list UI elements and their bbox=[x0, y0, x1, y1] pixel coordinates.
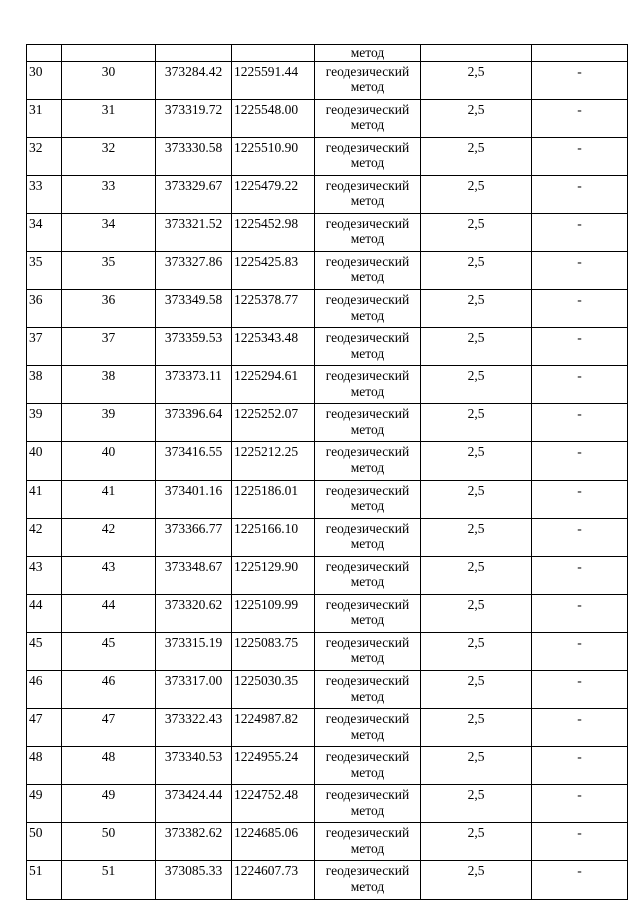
accuracy-cell: 2,5 bbox=[421, 366, 532, 404]
x-coordinate-cell: 373315.19 bbox=[156, 632, 232, 670]
point-number-cell: 40 bbox=[62, 442, 156, 480]
y-coordinate-cell: 1225452.98 bbox=[232, 213, 315, 251]
method-line-2: метод bbox=[350, 383, 385, 399]
accuracy-cell: 2,5 bbox=[421, 861, 532, 899]
accuracy-cell: 2,5 bbox=[421, 556, 532, 594]
y-coordinate-cell: 1225510.90 bbox=[232, 137, 315, 175]
x-coordinate-cell: 373284.42 bbox=[156, 61, 232, 99]
method-line-2: метод bbox=[350, 117, 385, 133]
method-line-2: метод bbox=[350, 345, 385, 361]
table-row bbox=[27, 709, 628, 747]
method-line-1: геодезический bbox=[325, 520, 410, 536]
accuracy-cell: 2,5 bbox=[421, 328, 532, 366]
method-cell bbox=[315, 175, 421, 213]
accuracy-cell: 2,5 bbox=[421, 290, 532, 328]
point-number-cell: 44 bbox=[62, 594, 156, 632]
y-coordinate-cell: 1225252.07 bbox=[232, 404, 315, 442]
point-number-cell: 45 bbox=[62, 632, 156, 670]
row-number-cell: 31 bbox=[27, 99, 62, 137]
method-cell bbox=[315, 366, 421, 404]
y-coordinate-cell: 1224987.82 bbox=[232, 709, 315, 747]
method-line-2: метод bbox=[350, 193, 385, 209]
method-line-2: метод bbox=[350, 764, 385, 780]
x-coordinate-cell: 373416.55 bbox=[156, 442, 232, 480]
method-line-2: метод bbox=[350, 269, 385, 285]
cell-empty bbox=[232, 45, 315, 62]
note-cell: - bbox=[532, 632, 628, 670]
point-number-cell: 33 bbox=[62, 175, 156, 213]
method-line-1: геодезический bbox=[325, 863, 410, 879]
row-number-cell: 37 bbox=[27, 328, 62, 366]
table-row bbox=[27, 861, 628, 899]
note-cell: - bbox=[532, 442, 628, 480]
accuracy-cell: 2,5 bbox=[421, 251, 532, 289]
method-cell bbox=[315, 328, 421, 366]
x-coordinate-cell: 373396.64 bbox=[156, 404, 232, 442]
method-line-2: метод bbox=[350, 650, 385, 666]
accuracy-cell: 2,5 bbox=[421, 442, 532, 480]
method-line-1: геодезический bbox=[325, 825, 410, 841]
coordinates-table bbox=[26, 44, 628, 900]
y-coordinate-cell: 1225083.75 bbox=[232, 632, 315, 670]
x-coordinate-cell: 373085.33 bbox=[156, 861, 232, 899]
method-line-2: метод bbox=[350, 878, 385, 894]
note-cell: - bbox=[532, 518, 628, 556]
note-cell: - bbox=[532, 747, 628, 785]
method-line-2: метод bbox=[350, 536, 385, 552]
method-cell bbox=[315, 747, 421, 785]
accuracy-cell: 2,5 bbox=[421, 213, 532, 251]
point-number-cell: 41 bbox=[62, 480, 156, 518]
method-continued-cell: метод bbox=[315, 45, 421, 62]
accuracy-cell: 2,5 bbox=[421, 823, 532, 861]
y-coordinate-cell: 1224607.73 bbox=[232, 861, 315, 899]
table-row bbox=[27, 480, 628, 518]
table-row bbox=[27, 137, 628, 175]
x-coordinate-cell: 373424.44 bbox=[156, 785, 232, 823]
note-cell: - bbox=[532, 175, 628, 213]
accuracy-cell: 2,5 bbox=[421, 747, 532, 785]
x-coordinate-cell: 373329.67 bbox=[156, 175, 232, 213]
cell-empty bbox=[27, 45, 62, 62]
y-coordinate-cell: 1225166.10 bbox=[232, 518, 315, 556]
row-number-cell: 48 bbox=[27, 747, 62, 785]
table-row bbox=[27, 518, 628, 556]
continued-row bbox=[27, 45, 628, 62]
x-coordinate-cell: 373319.72 bbox=[156, 99, 232, 137]
note-cell: - bbox=[532, 785, 628, 823]
y-coordinate-cell: 1225425.83 bbox=[232, 251, 315, 289]
row-number-cell: 51 bbox=[27, 861, 62, 899]
accuracy-cell: 2,5 bbox=[421, 594, 532, 632]
row-number-cell: 32 bbox=[27, 137, 62, 175]
note-cell: - bbox=[532, 480, 628, 518]
point-number-cell: 36 bbox=[62, 290, 156, 328]
method-line-2: метод bbox=[350, 840, 385, 856]
method-line-1: геодезический bbox=[325, 482, 410, 498]
table-row bbox=[27, 404, 628, 442]
y-coordinate-cell: 1225378.77 bbox=[232, 290, 315, 328]
method-cell bbox=[315, 518, 421, 556]
method-line-1: геодезический bbox=[325, 444, 410, 460]
method-line-2: метод bbox=[350, 498, 385, 514]
point-number-cell: 43 bbox=[62, 556, 156, 594]
accuracy-cell: 2,5 bbox=[421, 518, 532, 556]
point-number-cell: 35 bbox=[62, 251, 156, 289]
x-coordinate-cell: 373349.58 bbox=[156, 290, 232, 328]
table-row bbox=[27, 328, 628, 366]
y-coordinate-cell: 1225109.99 bbox=[232, 594, 315, 632]
y-coordinate-cell: 1225294.61 bbox=[232, 366, 315, 404]
table-row bbox=[27, 671, 628, 709]
method-line-1: геодезический bbox=[325, 63, 410, 79]
note-cell: - bbox=[532, 61, 628, 99]
method-line-1: геодезический bbox=[325, 558, 410, 574]
note-cell: - bbox=[532, 213, 628, 251]
method-line-2: метод bbox=[350, 231, 385, 247]
method-cell bbox=[315, 632, 421, 670]
table-row bbox=[27, 99, 628, 137]
method-line-2: метод bbox=[350, 802, 385, 818]
note-cell: - bbox=[532, 290, 628, 328]
method-cell bbox=[315, 290, 421, 328]
row-number-cell: 30 bbox=[27, 61, 62, 99]
method-cell bbox=[315, 213, 421, 251]
table-row bbox=[27, 61, 628, 99]
method-cell bbox=[315, 99, 421, 137]
row-number-cell: 46 bbox=[27, 671, 62, 709]
method-cell bbox=[315, 556, 421, 594]
row-number-cell: 45 bbox=[27, 632, 62, 670]
note-cell: - bbox=[532, 823, 628, 861]
x-coordinate-cell: 373330.58 bbox=[156, 137, 232, 175]
point-number-cell: 32 bbox=[62, 137, 156, 175]
point-number-cell: 51 bbox=[62, 861, 156, 899]
note-cell: - bbox=[532, 137, 628, 175]
accuracy-cell: 2,5 bbox=[421, 61, 532, 99]
x-coordinate-cell: 373348.67 bbox=[156, 556, 232, 594]
method-line-1: геодезический bbox=[325, 177, 410, 193]
point-number-cell: 47 bbox=[62, 709, 156, 747]
cell-empty bbox=[532, 45, 628, 62]
method-line-2: метод bbox=[350, 79, 385, 94]
row-number-cell: 49 bbox=[27, 785, 62, 823]
x-coordinate-cell: 373401.16 bbox=[156, 480, 232, 518]
method-cell bbox=[315, 785, 421, 823]
y-coordinate-cell: 1225548.00 bbox=[232, 99, 315, 137]
y-coordinate-cell: 1225030.35 bbox=[232, 671, 315, 709]
method-line-1: геодезический bbox=[325, 596, 410, 612]
table-row bbox=[27, 632, 628, 670]
row-number-cell: 35 bbox=[27, 251, 62, 289]
row-number-cell: 43 bbox=[27, 556, 62, 594]
method-line-1: геодезический bbox=[325, 292, 410, 308]
y-coordinate-cell: 1225591.44 bbox=[232, 61, 315, 99]
point-number-cell: 31 bbox=[62, 99, 156, 137]
row-number-cell: 38 bbox=[27, 366, 62, 404]
method-line-1: геодезический bbox=[325, 673, 410, 688]
y-coordinate-cell: 1225186.01 bbox=[232, 480, 315, 518]
row-number-cell: 33 bbox=[27, 175, 62, 213]
row-number-cell: 40 bbox=[27, 442, 62, 480]
y-coordinate-cell: 1225212.25 bbox=[232, 442, 315, 480]
x-coordinate-cell: 373327.86 bbox=[156, 251, 232, 289]
row-number-cell: 44 bbox=[27, 594, 62, 632]
accuracy-cell: 2,5 bbox=[421, 709, 532, 747]
table-row bbox=[27, 175, 628, 213]
y-coordinate-cell: 1225129.90 bbox=[232, 556, 315, 594]
note-cell: - bbox=[532, 861, 628, 899]
method-line-1: геодезический bbox=[325, 368, 410, 384]
method-line-1: геодезический bbox=[325, 749, 410, 765]
row-number-cell: 50 bbox=[27, 823, 62, 861]
method-cell bbox=[315, 861, 421, 899]
method-cell bbox=[315, 823, 421, 861]
point-number-cell: 48 bbox=[62, 747, 156, 785]
note-cell: - bbox=[532, 709, 628, 747]
point-number-cell: 30 bbox=[62, 61, 156, 99]
point-number-cell: 49 bbox=[62, 785, 156, 823]
point-number-cell: 46 bbox=[62, 671, 156, 709]
method-line-1: геодезический bbox=[325, 406, 410, 422]
accuracy-cell: 2,5 bbox=[421, 480, 532, 518]
accuracy-cell: 2,5 bbox=[421, 99, 532, 137]
method-line-1: геодезический bbox=[325, 215, 410, 231]
x-coordinate-cell: 373340.53 bbox=[156, 747, 232, 785]
row-number-cell: 36 bbox=[27, 290, 62, 328]
note-cell: - bbox=[532, 556, 628, 594]
y-coordinate-cell: 1224955.24 bbox=[232, 747, 315, 785]
point-number-cell: 39 bbox=[62, 404, 156, 442]
method-line-1: геодезический bbox=[325, 101, 410, 117]
y-coordinate-cell: 1224685.06 bbox=[232, 823, 315, 861]
point-number-cell: 42 bbox=[62, 518, 156, 556]
y-coordinate-cell: 1224752.48 bbox=[232, 785, 315, 823]
method-cell bbox=[315, 404, 421, 442]
method-line-2: метод bbox=[350, 307, 385, 323]
method-cell bbox=[315, 671, 421, 709]
note-cell: - bbox=[532, 328, 628, 366]
method-line-1: геодезический bbox=[325, 634, 410, 650]
point-number-cell: 34 bbox=[62, 213, 156, 251]
note-cell: - bbox=[532, 404, 628, 442]
note-cell: - bbox=[532, 366, 628, 404]
method-line-1: геодезический bbox=[325, 253, 410, 269]
note-cell: - bbox=[532, 99, 628, 137]
note-cell: - bbox=[532, 251, 628, 289]
x-coordinate-cell: 373320.62 bbox=[156, 594, 232, 632]
method-cell bbox=[315, 480, 421, 518]
method-line-2: метод bbox=[350, 421, 385, 437]
point-number-cell: 50 bbox=[62, 823, 156, 861]
y-coordinate-cell: 1225479.22 bbox=[232, 175, 315, 213]
method-line-1: геодезический bbox=[325, 787, 410, 803]
method-cell bbox=[315, 442, 421, 480]
method-cell bbox=[315, 251, 421, 289]
table-row bbox=[27, 556, 628, 594]
table-row bbox=[27, 290, 628, 328]
method-cell bbox=[315, 709, 421, 747]
table-row bbox=[27, 747, 628, 785]
x-coordinate-cell: 373321.52 bbox=[156, 213, 232, 251]
row-number-cell: 47 bbox=[27, 709, 62, 747]
row-number-cell: 41 bbox=[27, 480, 62, 518]
method-cell bbox=[315, 137, 421, 175]
table-row bbox=[27, 442, 628, 480]
point-number-cell: 37 bbox=[62, 328, 156, 366]
table-row bbox=[27, 823, 628, 861]
row-number-cell: 39 bbox=[27, 404, 62, 442]
method-line-1: геодезический bbox=[325, 711, 410, 727]
x-coordinate-cell: 373373.11 bbox=[156, 366, 232, 404]
method-line-2: метод bbox=[350, 459, 385, 475]
method-line-1: геодезический bbox=[325, 330, 410, 346]
table-row bbox=[27, 251, 628, 289]
accuracy-cell: 2,5 bbox=[421, 137, 532, 175]
method-line-1: геодезический bbox=[325, 139, 410, 155]
note-cell: - bbox=[532, 671, 628, 709]
method-cell bbox=[315, 594, 421, 632]
method-cell bbox=[315, 61, 421, 99]
y-coordinate-cell: 1225343.48 bbox=[232, 328, 315, 366]
table-row bbox=[27, 213, 628, 251]
method-line-2: метод bbox=[350, 688, 385, 704]
table-row bbox=[27, 594, 628, 632]
x-coordinate-cell: 373322.43 bbox=[156, 709, 232, 747]
x-coordinate-cell: 373359.53 bbox=[156, 328, 232, 366]
row-number-cell: 34 bbox=[27, 213, 62, 251]
point-number-cell: 38 bbox=[62, 366, 156, 404]
accuracy-cell: 2,5 bbox=[421, 175, 532, 213]
row-number-cell: 42 bbox=[27, 518, 62, 556]
accuracy-cell: 2,5 bbox=[421, 632, 532, 670]
x-coordinate-cell: 373317.00 bbox=[156, 671, 232, 709]
table-row bbox=[27, 785, 628, 823]
x-coordinate-cell: 373366.77 bbox=[156, 518, 232, 556]
method-line-2: метод bbox=[350, 155, 385, 171]
table-row bbox=[27, 366, 628, 404]
accuracy-cell: 2,5 bbox=[421, 404, 532, 442]
cell-empty bbox=[62, 45, 156, 62]
note-cell: - bbox=[532, 594, 628, 632]
method-line-2: метод bbox=[350, 574, 385, 590]
table-body bbox=[27, 45, 628, 900]
method-line-2: метод bbox=[350, 726, 385, 742]
x-coordinate-cell: 373382.62 bbox=[156, 823, 232, 861]
accuracy-cell: 2,5 bbox=[421, 785, 532, 823]
cell-empty bbox=[156, 45, 232, 62]
cell-empty bbox=[421, 45, 532, 62]
accuracy-cell: 2,5 bbox=[421, 671, 532, 709]
method-line-2: метод bbox=[350, 612, 385, 628]
